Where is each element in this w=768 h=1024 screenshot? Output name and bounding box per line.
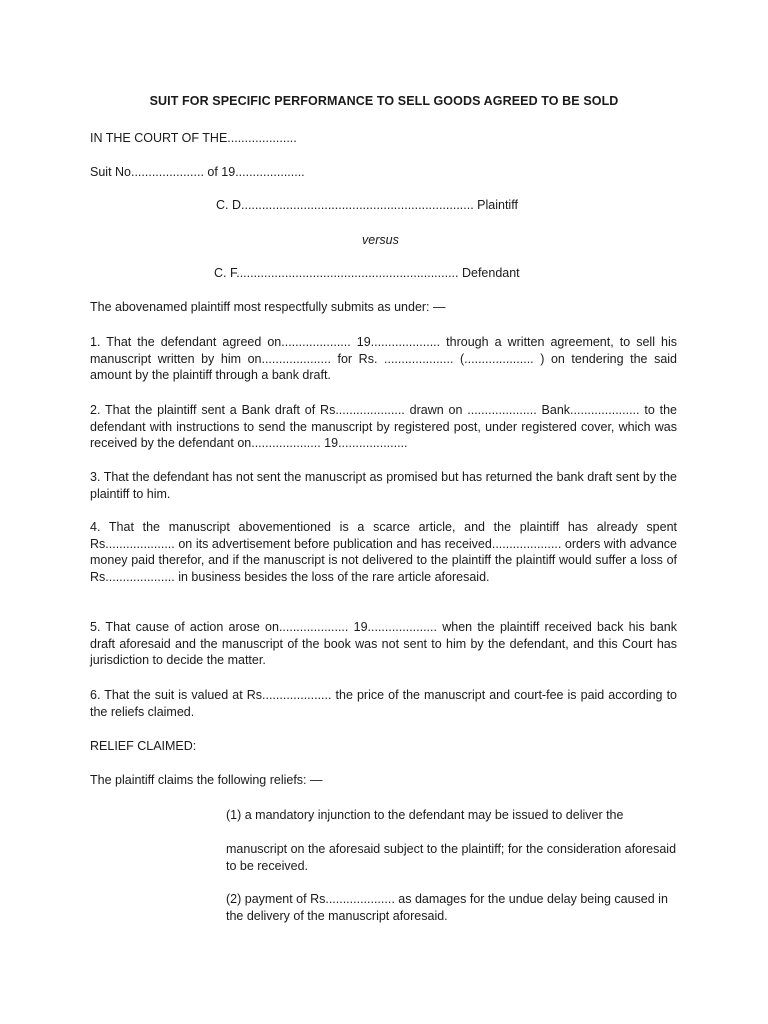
paragraph-3: 3. That the defendant has not sent the manuscript as promised but has returned the bank draft sent by the plaintiff to him. <box>90 470 677 501</box>
relief-item-1-continued: manuscript on the aforesaid subject to the plaintiff; for the consideration aforesaid to be received. <box>226 842 677 873</box>
intro-paragraph: The abovenamed plaintiff most respectfully submits as under: — <box>90 300 446 314</box>
paragraph-6: 6. That the suit is valued at Rs.................... the price of the manuscript and court-fee is paid according to the reliefs claimed. <box>90 688 677 719</box>
versus-label: versus <box>362 233 399 247</box>
relief-intro: The plaintiff claims the following reliefs: — <box>90 773 323 787</box>
paragraph-5: 5. That cause of action arose on.................... 19.................... when the plaintiff received back his bank draft aforesaid and the manuscript of the book was not sent to him by the defendant, and this Court has jurisdiction to decide the matter. <box>90 620 677 668</box>
paragraph-2: 2. That the plaintiff sent a Bank draft of Rs.................... drawn on .................... Bank.................... to the defendant with instructions to send the manuscript by registered post, under registered cover, which was received by the defendant on.................... 19.................... <box>90 403 677 451</box>
plaintiff-line: C. D................................................................... Plaintiff <box>216 198 518 212</box>
relief-item-1: (1) a mandatory injunction to the defendant may be issued to deliver the <box>226 808 624 822</box>
document-title: SUIT FOR SPECIFIC PERFORMANCE TO SELL GOODS AGREED TO BE SOLD <box>149 94 619 108</box>
defendant-line: C. F................................................................ Defendant <box>214 266 520 280</box>
suit-number-line: Suit No..................... of 19.................... <box>90 165 305 179</box>
paragraph-4: 4. That the manuscript abovementioned is a scarce article, and the plaintiff has already spent Rs.................... on its advertisement before publication and has received.................... orders with advance money paid therefor, and if the manuscript is not delivered to the plaintiff the plaintiff would suffer a loss of Rs.................... in business besides the loss of the rare article aforesaid. <box>90 520 677 584</box>
paragraph-1: 1. That the defendant agreed on.................... 19.................... through a written agreement, to sell his manuscript written by him on.................... for Rs. .................... (.................... ) on tendering the said amount by the plaintiff through a bank draft. <box>90 335 677 383</box>
relief-heading: RELIEF CLAIMED: <box>90 739 197 753</box>
relief-item-2: (2) payment of Rs.................... as damages for the undue delay being caused in the delivery of the manuscript aforesaid. <box>226 892 668 923</box>
court-line: IN THE COURT OF THE.................... <box>90 131 297 145</box>
